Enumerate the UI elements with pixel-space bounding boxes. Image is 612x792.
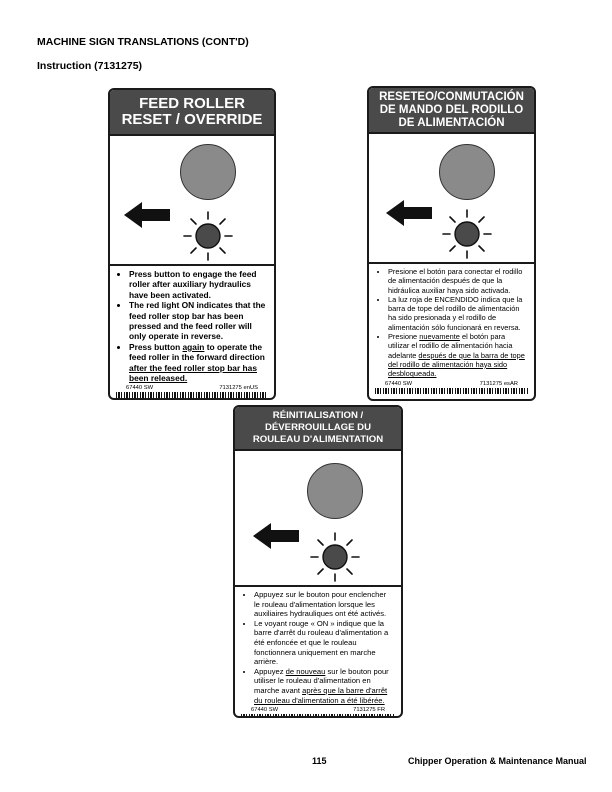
barcode — [375, 388, 528, 394]
instruction-bullet — [129, 342, 266, 384]
push-button-icon — [307, 463, 363, 519]
instruction-bullet — [388, 332, 526, 378]
sign-number: 7131275 enUS — [219, 385, 258, 392]
indicator-light-icon — [182, 210, 234, 262]
emphasis: nuevamente — [419, 332, 460, 342]
emphasis: de nouveau — [285, 666, 326, 676]
sign-title-line: RÉINITIALISATION / — [272, 410, 364, 421]
push-button-icon — [439, 144, 495, 200]
instruction-bullet: • Le voyant rouge « ON » indique que la barre d'arrêt du rouleau d'alimentation a été enfoncée et que le rouleau fonctionnera uniquement en marche arrière. — [254, 619, 393, 667]
sign-number: 7131275 esAR — [479, 380, 518, 387]
instruction-bullet: • La luz roja de ENCENDIDO indica que la barra de tope del rodillo de alimentación ha sido presionada y el rodillo de alimentación sólo funcionará en reversa. — [388, 295, 526, 332]
sign-title-line: DÉVERROUILLAGE DU — [264, 422, 372, 433]
sign-french-title — [235, 407, 401, 451]
instruction-bullet: • The red light ON indicates that the feed roller stop bar has been pressed and the feed roller will only operate in reverse. — [129, 300, 266, 342]
sign-title-line: RESET / OVERRIDE — [121, 111, 263, 128]
text: Press button — [129, 341, 183, 352]
emphasis: après que la barre d'arrêt du rouleau d'alimentation a été libérée. — [254, 685, 388, 705]
manual-title: Chipper Operation & Maintenance Manual — [408, 756, 587, 766]
sign-title-line: RESETEO/CONMUTACIÓN — [379, 90, 524, 103]
sign-spanish-instructions — [369, 262, 534, 379]
instruction-bullet — [254, 667, 393, 705]
sign-french-instructions — [235, 585, 401, 705]
sign-spanish-graphic — [369, 134, 534, 262]
sign-title-line: DE MANDO DEL RODILLO — [379, 103, 524, 116]
indicator-light-icon — [441, 208, 493, 260]
page-title: MACHINE SIGN TRANSLATIONS (CONT'D) — [37, 36, 249, 48]
sign-english-instructions — [110, 264, 274, 383]
emphasis: después de que la barra de tope del rodillo de alimentación haya sido desbloqueada. — [388, 350, 525, 379]
sign-title-line: ROULEAU D'ALIMENTATION — [252, 434, 384, 445]
sign-english — [108, 88, 276, 400]
text: to operate the feed roller in the forward direction — [129, 341, 265, 363]
emphasis: again — [182, 341, 205, 352]
sign-english-graphic — [110, 136, 274, 264]
sign-english-title — [110, 90, 274, 136]
emphasis: after the feed roller stop bar has been released. — [129, 362, 257, 384]
instruction-bullet: • Presione el botón para conectar el rodillo de alimentación después de que la hidráulica auxiliar haya sido activada. — [388, 267, 526, 295]
part-number: 67440 SW — [126, 385, 154, 392]
text: el botón para utilizar el rodillo de alimentación hacia adelante — [388, 332, 513, 360]
sign-footer — [235, 705, 401, 713]
text: Presione — [388, 332, 420, 342]
sign-french — [233, 405, 403, 718]
sign-title-line: FEED ROLLER — [139, 95, 245, 112]
section-subtitle: Instruction (7131275) — [37, 60, 143, 72]
barcode — [116, 392, 268, 398]
sign-spanish — [367, 86, 536, 401]
text: sur le bouton pour utiliser le rouleau d'alimentation en marche avant — [254, 666, 389, 695]
sign-spanish-title — [369, 88, 534, 134]
left-arrow-icon — [124, 202, 170, 228]
push-button-icon — [180, 144, 236, 200]
sign-footer — [110, 383, 274, 391]
sign-title-line: DE ALIMENTACIÓN — [398, 116, 505, 129]
left-arrow-icon — [386, 200, 432, 226]
text: Appuyez — [254, 666, 286, 676]
part-number: 67440 SW — [251, 707, 279, 714]
sign-number: 7131275 FR — [353, 707, 385, 714]
barcode — [241, 714, 395, 718]
instruction-bullet: • Appuyez sur le bouton pour enclencher le rouleau d'alimentation lorsque les auxiliaires hydrauliques ont été activés. — [254, 590, 393, 619]
page-number: 115 — [312, 756, 327, 766]
sign-footer — [369, 379, 534, 387]
sign-french-graphic — [235, 451, 401, 585]
part-number: 67440 SW — [385, 380, 413, 387]
left-arrow-icon — [253, 523, 299, 549]
instruction-bullet: • Press button to engage the feed roller after auxiliary hydraulics have been activated. — [129, 269, 266, 300]
indicator-light-icon — [309, 531, 361, 583]
